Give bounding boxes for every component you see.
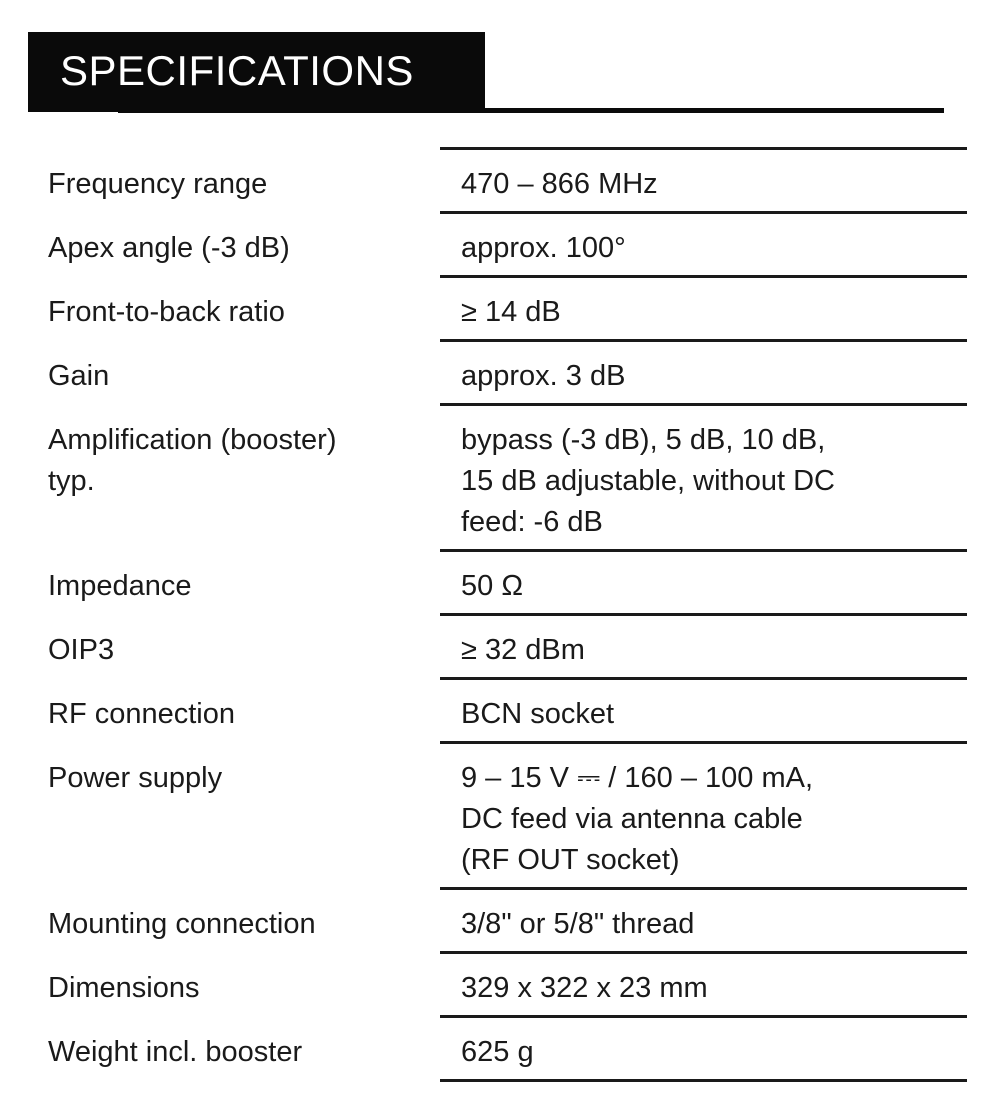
spec-label: Mounting connection bbox=[48, 908, 316, 940]
spec-label-line: typ. bbox=[48, 465, 95, 497]
spec-row-dimensions bbox=[0, 954, 986, 1018]
spec-value bbox=[440, 1018, 967, 1082]
spec-value-line: 50 Ω bbox=[461, 570, 523, 602]
spec-row-mounting-connection bbox=[0, 890, 986, 954]
spec-value bbox=[440, 406, 967, 552]
spec-label: RF connection bbox=[48, 698, 235, 730]
spec-label: Frequency range bbox=[48, 168, 268, 200]
spec-value-line: 9 – 15 V ⎓ / 160 – 100 mA, bbox=[461, 762, 814, 794]
spec-value-line: DC feed via antenna cable bbox=[461, 803, 803, 835]
spec-label: OIP3 bbox=[48, 634, 115, 666]
spec-label: Power supply bbox=[48, 762, 223, 794]
spec-value-line: 470 – 866 MHz bbox=[461, 168, 658, 200]
spec-value-line: 625 g bbox=[461, 1036, 534, 1068]
spec-value bbox=[440, 616, 967, 680]
spec-row-power-supply bbox=[0, 744, 986, 890]
spec-value-line: BCN socket bbox=[461, 698, 615, 730]
spec-value-line: ≥ 14 dB bbox=[461, 296, 561, 328]
specifications-table bbox=[0, 147, 986, 1082]
spec-row-oip3 bbox=[0, 616, 986, 680]
spec-value bbox=[440, 214, 967, 278]
spec-value-line: feed: -6 dB bbox=[461, 506, 603, 538]
spec-label: Dimensions bbox=[48, 972, 200, 1004]
spec-value-line: 15 dB adjustable, without DC bbox=[461, 465, 835, 497]
heading-underline bbox=[118, 108, 944, 113]
spec-row-rf-connection bbox=[0, 680, 986, 744]
spec-row-front-to-back-ratio bbox=[0, 278, 986, 342]
spec-label: Impedance bbox=[48, 570, 192, 602]
page-title: SPECIFICATIONS bbox=[60, 47, 414, 94]
spec-row-impedance bbox=[0, 552, 986, 616]
spec-label: Gain bbox=[48, 360, 110, 392]
spec-value-line: 3/8" or 5/8" thread bbox=[461, 908, 695, 940]
spec-value-line: 329 x 322 x 23 mm bbox=[461, 972, 708, 1004]
spec-value bbox=[440, 954, 967, 1018]
spec-value bbox=[440, 342, 967, 406]
spec-value-line: (RF OUT socket) bbox=[461, 844, 680, 876]
spec-value bbox=[440, 552, 967, 616]
spec-value-line: approx. 100° bbox=[461, 232, 626, 264]
spec-label-line: Amplification (booster) bbox=[48, 424, 337, 456]
spec-row-gain bbox=[0, 342, 986, 406]
spec-label: Front-to-back ratio bbox=[48, 296, 285, 328]
spec-label bbox=[0, 406, 440, 502]
spec-value bbox=[440, 744, 967, 890]
spec-value-line: bypass (-3 dB), 5 dB, 10 dB, bbox=[461, 424, 826, 456]
spec-value bbox=[440, 150, 967, 214]
spec-value-line: approx. 3 dB bbox=[461, 360, 626, 392]
spec-value bbox=[440, 890, 967, 954]
spec-row-frequency-range bbox=[0, 150, 986, 214]
spec-row-apex-angle bbox=[0, 214, 986, 278]
spec-value bbox=[440, 278, 967, 342]
spec-label: Weight incl. booster bbox=[48, 1036, 303, 1068]
spec-value bbox=[440, 680, 967, 744]
spec-value-line: ≥ 32 dBm bbox=[461, 634, 585, 666]
spec-row-amplification bbox=[0, 406, 986, 552]
spec-label: Apex angle (-3 dB) bbox=[48, 232, 290, 264]
spec-row-weight bbox=[0, 1018, 986, 1082]
